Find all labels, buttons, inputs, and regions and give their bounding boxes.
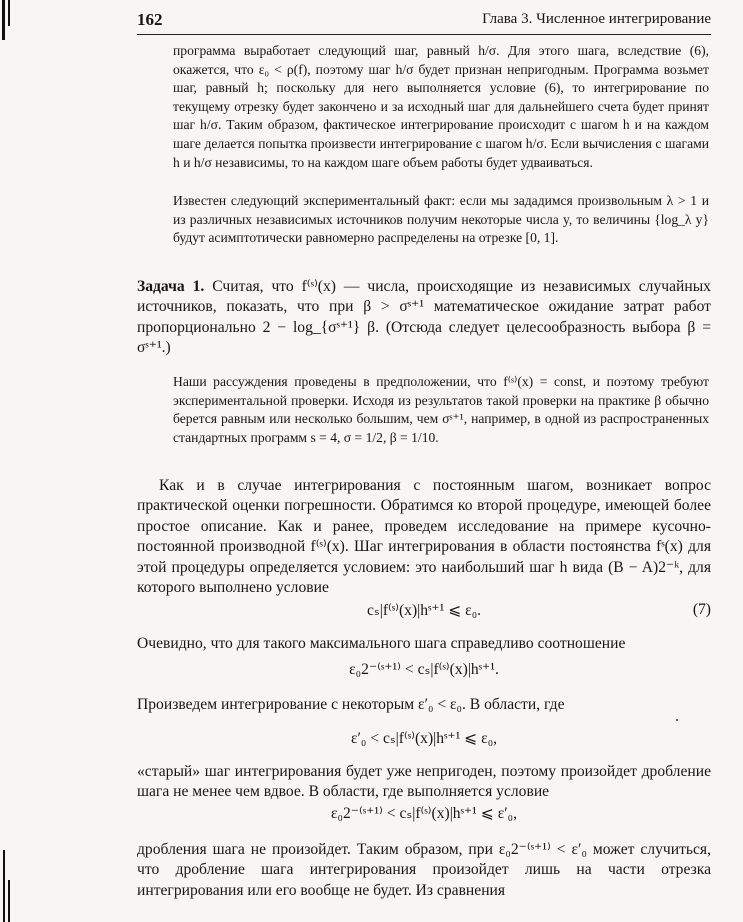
paragraph-text: Известен следующий экспериментальный факт: если мы зададимся произвольным λ > 1 и из различных независимых источников получим некоторые числа y, то величины {log_λ y} будут асимптотически равномерно распределены на отрезке [0, 1].: [173, 193, 709, 246]
equation-body: ε′₀ < cₛ|f⁽ˢ⁾(x)|hˢ⁺¹ ⩽ ε₀,: [350, 730, 498, 747]
paragraph-remark: [173, 373, 709, 447]
equation-body: ε₀2⁻⁽ˢ⁺¹⁾ < cₛ|f⁽ˢ⁾(x)|hˢ⁺¹.: [349, 661, 499, 678]
paragraph-text: Очевидно, что для такого максимального шага справедливо соотношение: [137, 635, 626, 652]
task-label: Задача 1.: [137, 278, 205, 295]
equation-body: ε₀2⁻⁽ˢ⁺¹⁾ < cₛ|f⁽ˢ⁾(x)|hˢ⁺¹ ⩽ ε′₀,: [331, 805, 517, 822]
paragraph-continuation: [173, 42, 709, 172]
equation-no-split: [137, 804, 711, 826]
task-1: [137, 277, 711, 359]
paragraph-main: [137, 476, 711, 598]
equation-7: [137, 601, 711, 623]
task-text: Считая, что f⁽ˢ⁾(x) — числа, происходящие из независимых случайных источников, показать, что при β > σˢ⁺¹ математическое ожидание затрат работ пропорционально 2 − log_{σˢ⁺¹} β. (Отсюда следует целесообразность выбора β = σˢ⁺¹.): [137, 278, 711, 357]
paragraph-text: Произведем интегрирование с некоторым ε′₀ < ε₀. В области, где: [137, 696, 565, 713]
chapter-title: Глава 3. Численное интегрирование: [482, 11, 711, 27]
paragraph-experimental-fact: [173, 192, 709, 248]
paragraph-obvious: [137, 634, 711, 654]
equation-max-step: [137, 660, 711, 682]
paragraph-text: программа выработает следующий шаг, равный h/σ. Для этого шага, вследствие (6), окажется, что ε₀ < ρ(f), поэтому шаг h/σ будет признан непригодным. Программа возьмет шаг, равный h; поскольку для него выполняется условие (6), то интегрирование по текущему отрезку будет закончено и за исходный шаг для дальнейшего счета будет принят шаг h/σ. Таким образом, фактическое интегрирование происходит с шагом h и на каждом шаге делается попытка произвести интегрирование с шагом h/σ. Если вычисления с шагами h и h/σ независимы, то на каждом шаге объем работы будет удваиваться.: [173, 43, 709, 170]
paragraph-text: Как и в случае интегрирования с постоянным шагом, возникает вопрос практической оценки погрешности. Обратимся ко второй процедуре, имеющей более простое описание. Как и ранее, проведем исследование на примере кусочно-постоянной производной f⁽ˢ⁾(x). Шаг интегрирования в области постоянства fˢ(x) для этой процедуры определяется условием: это наибольший шаг h вида (B − A)2⁻ᵏ, для которого выполнено условие: [137, 477, 711, 597]
equation-number: (7): [692, 601, 711, 618]
paragraph-conclusion: [137, 840, 711, 901]
paragraph-old-step: [137, 762, 711, 803]
paragraph-text: Наши рассуждения проведены в предположении, что f⁽ˢ⁾(x) = const, и поэтому требуют экспериментальной проверки. Исходя из результатов такой проверки на практике β обычно берется равным или несколько большим, чем σˢ⁺¹, например, в одной из распространенных стандартных программ s = 4, σ = 1/2, β = 1/10.: [173, 374, 709, 445]
equation-region: [137, 729, 711, 751]
paragraph-text: «старый» шаг интегрирования будет уже непригоден, поэтому произойдет дробление шага не менее чем вдвое. В области, где выполняется условие: [137, 763, 711, 801]
running-header: [137, 10, 711, 35]
scan-speck: [676, 719, 678, 721]
paragraph-text: дробления шага не произойдет. Таким образом, при ε₀2⁻⁽ˢ⁺¹⁾ < ε′₀ может случиться, что дробление шага интегрирования произойдет лишь на части отрезка интегрирования или его вообще не будет. Из сравнения: [137, 841, 711, 899]
page-number: 162: [137, 10, 163, 29]
paragraph-integration: [137, 695, 711, 715]
equation-body: cₛ|f⁽ˢ⁾(x)|hˢ⁺¹ ⩽ ε₀.: [366, 602, 482, 619]
